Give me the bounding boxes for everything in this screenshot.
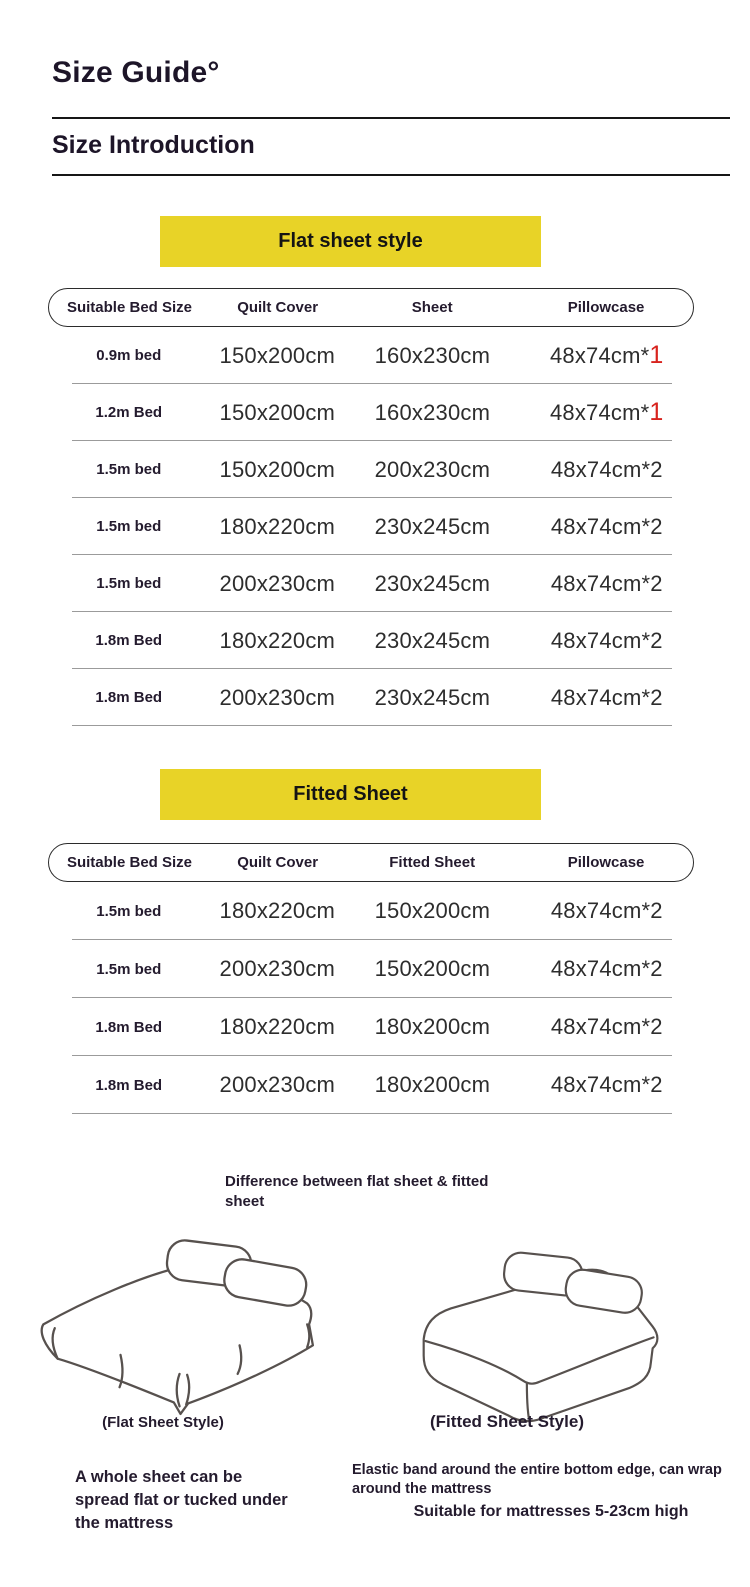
- quilt-cover-cell: 180x220cm: [219, 898, 336, 923]
- table-row: [48, 612, 694, 669]
- pillowcase-qty: 2: [650, 1072, 663, 1097]
- table-row: [48, 327, 694, 384]
- flat-sheet-table: [48, 288, 694, 726]
- column-header-pillowcase: Pillowcase: [567, 854, 645, 871]
- pillowcase-qty: 2: [650, 570, 663, 596]
- sheet-cell: 200x230cm: [374, 456, 491, 482]
- pillowcase-qty: 2: [650, 456, 663, 482]
- column-header-pillowcase: Pillowcase: [567, 299, 645, 316]
- pillowcase-size: 48x74cm*: [550, 456, 651, 482]
- table-row: [48, 940, 694, 998]
- table-row: [48, 669, 694, 726]
- quilt-cover-cell: 150x200cm: [219, 342, 336, 368]
- pillowcase-qty: 2: [650, 956, 663, 981]
- quilt-cover-cell: 150x200cm: [219, 399, 336, 425]
- fitted-sheet-note: Elastic band around the entire bottom edge, can wrap around the mattress: [352, 1462, 722, 1497]
- sheet-cell: 230x245cm: [374, 627, 491, 653]
- column-header-quilt-cover: Quilt Cover: [237, 299, 319, 316]
- bed-size-cell: 0.9m bed: [96, 347, 162, 364]
- pillowcase-cell: [520, 1014, 694, 1040]
- flat-sheet-bed-drawing: [28, 1232, 333, 1432]
- column-header-sheet: Sheet: [411, 299, 453, 316]
- pillowcase-cell: [520, 457, 694, 483]
- quilt-cover-cell: 200x230cm: [219, 1072, 336, 1097]
- bed-size-cell: 1.5m bed: [96, 902, 162, 920]
- table-row: [48, 998, 694, 1056]
- quilt-cover-cell: 180x220cm: [219, 513, 336, 539]
- pillowcase-size: 48x74cm*: [549, 343, 650, 368]
- pillowcase-cell: [520, 685, 694, 711]
- bed-size-cell: 1.5m bed: [96, 518, 162, 535]
- table-row: [48, 555, 694, 612]
- sheet-cell: 160x230cm: [374, 399, 491, 425]
- comparison-heading: Difference between flat sheet & fitted sheet: [225, 1173, 489, 1210]
- table-row: [48, 441, 694, 498]
- table-row: [48, 1056, 694, 1114]
- bed-size-cell: 1.5m bed: [96, 960, 162, 978]
- pillowcase-cell: [520, 341, 694, 370]
- fitted-sheet-cell: 150x200cm: [374, 956, 491, 981]
- fitted-sheet-cell: 150x200cm: [374, 898, 491, 923]
- pillowcase-qty: 2: [650, 898, 663, 923]
- pillowcase-size: 48x74cm*: [550, 956, 651, 981]
- divider: [52, 174, 730, 176]
- flat-sheet-caption: (Flat Sheet Style): [102, 1414, 224, 1431]
- page-title: Size Guide°: [52, 56, 220, 89]
- fitted-sheet-height-note: Suitable for mattresses 5-23cm high: [413, 1503, 689, 1520]
- pillowcase-size: 48x74cm*: [550, 898, 651, 923]
- quilt-cover-cell: 150x200cm: [219, 456, 336, 482]
- pillowcase-size: 48x74cm*: [550, 684, 651, 710]
- pillowcase-cell: [520, 514, 694, 540]
- flat-sheet-note: A whole sheet can be spread flat or tucked under the mattress: [75, 1468, 288, 1533]
- section-title: Size Introduction: [52, 131, 255, 159]
- pillowcase-qty: 2: [650, 1014, 663, 1039]
- pillowcase-size: 48x74cm*: [549, 400, 650, 425]
- fitted-sheet-banner: Fitted Sheet: [160, 769, 541, 820]
- table-header-row: [48, 288, 694, 327]
- pillowcase-qty: 2: [650, 627, 663, 653]
- pillowcase-size: 48x74cm*: [550, 1072, 651, 1097]
- quilt-cover-cell: 180x220cm: [219, 1014, 336, 1039]
- fitted-sheet-cell: 180x200cm: [374, 1014, 491, 1039]
- sheet-cell: 230x245cm: [374, 570, 491, 596]
- pillowcase-cell: [520, 1072, 694, 1098]
- pillowcase-qty: 1: [649, 398, 664, 426]
- bed-size-cell: 1.8m Bed: [95, 689, 163, 706]
- table-header-row: [48, 843, 694, 882]
- pillowcase-cell: [520, 398, 694, 427]
- fitted-sheet-table: [48, 843, 694, 1114]
- quilt-cover-cell: 200x230cm: [219, 956, 336, 981]
- pillowcase-cell: [520, 571, 694, 597]
- bed-size-cell: 1.5m bed: [96, 461, 162, 478]
- column-header-bed-size: Suitable Bed Size: [66, 299, 193, 316]
- table-row: [48, 384, 694, 441]
- column-header-fitted-sheet: Fitted Sheet: [389, 854, 476, 871]
- table-row: [48, 882, 694, 940]
- pillowcase-qty: 2: [650, 684, 663, 710]
- fitted-sheet-bed-drawing: [390, 1246, 680, 1427]
- divider: [52, 117, 730, 119]
- sheet-cell: 230x245cm: [374, 684, 491, 710]
- pillowcase-size: 48x74cm*: [550, 513, 651, 539]
- bed-size-cell: 1.2m Bed: [95, 404, 163, 421]
- pillowcase-qty: 2: [650, 513, 663, 539]
- pillowcase-size: 48x74cm*: [550, 627, 651, 653]
- column-header-bed-size: Suitable Bed Size: [66, 854, 193, 871]
- pillowcase-size: 48x74cm*: [550, 1014, 651, 1039]
- quilt-cover-cell: 200x230cm: [219, 570, 336, 596]
- table-row: [48, 498, 694, 555]
- bed-size-cell: 1.8m Bed: [95, 1076, 163, 1094]
- sheet-cell: 160x230cm: [374, 342, 491, 368]
- quilt-cover-cell: 200x230cm: [219, 684, 336, 710]
- bed-size-cell: 1.5m bed: [96, 575, 162, 592]
- flat-sheet-illustration: [28, 1232, 333, 1432]
- pillowcase-cell: [520, 628, 694, 654]
- pillowcase-size: 48x74cm*: [550, 570, 651, 596]
- fitted-sheet-cell: 180x200cm: [374, 1072, 491, 1097]
- pillowcase-cell: [520, 956, 694, 982]
- bed-size-cell: 1.8m Bed: [95, 1018, 163, 1036]
- pillowcase-cell: [520, 898, 694, 924]
- flat-sheet-banner: Flat sheet style: [160, 216, 541, 267]
- bed-size-cell: 1.8m Bed: [95, 632, 163, 649]
- sheet-cell: 230x245cm: [374, 513, 491, 539]
- fitted-sheet-illustration: [390, 1246, 680, 1428]
- quilt-cover-cell: 180x220cm: [219, 627, 336, 653]
- pillowcase-qty: 1: [649, 341, 664, 369]
- fitted-sheet-caption: (Fitted Sheet Style): [430, 1412, 584, 1431]
- column-header-quilt-cover: Quilt Cover: [237, 854, 319, 871]
